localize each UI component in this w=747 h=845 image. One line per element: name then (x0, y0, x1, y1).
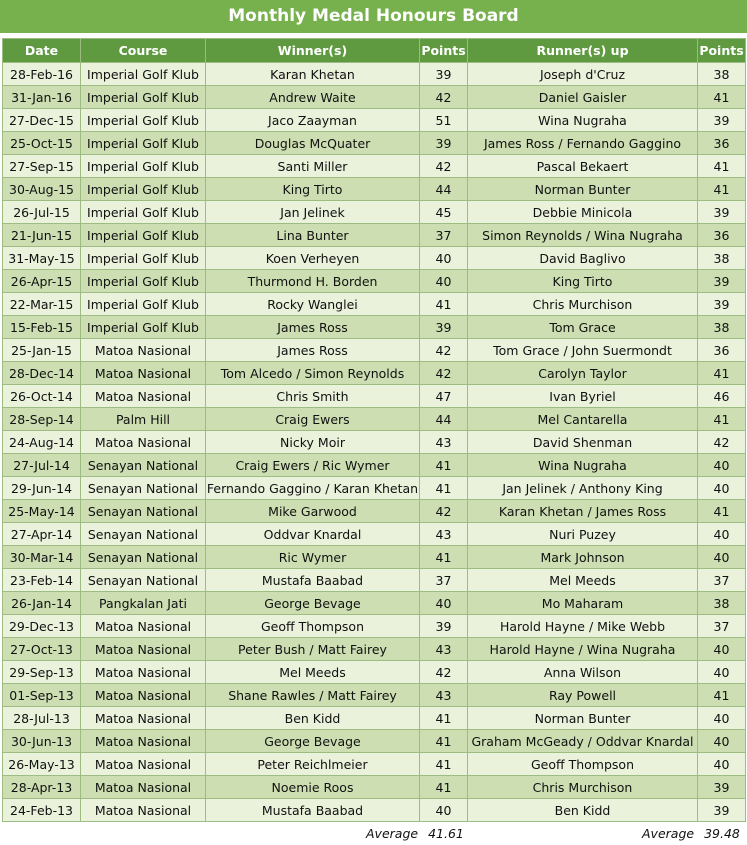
cell-winner: Mel Meeds (206, 661, 420, 684)
cell-winner-points: 47 (420, 385, 468, 408)
table-row (3, 661, 746, 684)
cell-runner-points: 41 (698, 408, 746, 431)
table-row (3, 86, 746, 109)
cell-runner-points: 36 (698, 224, 746, 247)
cell-runner-points: 46 (698, 385, 746, 408)
cell-course: Senayan National (81, 500, 206, 523)
header-date: Date (3, 39, 81, 63)
cell-date: 01-Sep-13 (3, 684, 81, 707)
winner-average-label: Average (366, 826, 419, 841)
cell-winner: James Ross (206, 316, 420, 339)
cell-winner: Tom Alcedo / Simon Reynolds (206, 362, 420, 385)
cell-winner-points: 44 (420, 408, 468, 431)
cell-winner: Chris Smith (206, 385, 420, 408)
cell-winner-points: 37 (420, 569, 468, 592)
cell-winner: Jaco Zaayman (206, 109, 420, 132)
cell-course: Matoa Nasional (81, 730, 206, 753)
cell-winner-points: 41 (420, 707, 468, 730)
cell-runner-points: 39 (698, 293, 746, 316)
cell-date: 30-Mar-14 (3, 546, 81, 569)
cell-winner-points: 42 (420, 500, 468, 523)
cell-date: 27-Oct-13 (3, 638, 81, 661)
cell-runner-points: 36 (698, 132, 746, 155)
header-winner-points: Points (420, 39, 468, 63)
cell-runner-points: 39 (698, 776, 746, 799)
cell-runner-points: 40 (698, 523, 746, 546)
table-row (3, 546, 746, 569)
cell-winner-points: 44 (420, 178, 468, 201)
cell-runner-up: Harold Hayne / Wina Nugraha (468, 638, 698, 661)
cell-winner-points: 41 (420, 293, 468, 316)
cell-winner: Peter Bush / Matt Fairey (206, 638, 420, 661)
cell-winner-points: 43 (420, 638, 468, 661)
cell-runner-points: 37 (698, 615, 746, 638)
table-row (3, 132, 746, 155)
cell-runner-up: Mel Meeds (468, 569, 698, 592)
cell-winner-points: 41 (420, 730, 468, 753)
cell-winner-points: 43 (420, 523, 468, 546)
cell-runner-points: 41 (698, 500, 746, 523)
cell-winner: Noemie Roos (206, 776, 420, 799)
cell-course: Matoa Nasional (81, 339, 206, 362)
cell-course: Matoa Nasional (81, 615, 206, 638)
cell-date: 30-Jun-13 (3, 730, 81, 753)
cell-winner: George Bevage (206, 730, 420, 753)
cell-course: Imperial Golf Klub (81, 155, 206, 178)
table-row (3, 155, 746, 178)
table-row (3, 707, 746, 730)
cell-runner-up: Jan Jelinek / Anthony King (468, 477, 698, 500)
cell-runner-up: Pascal Bekaert (468, 155, 698, 178)
cell-winner-points: 41 (420, 776, 468, 799)
table-row (3, 224, 746, 247)
cell-date: 29-Dec-13 (3, 615, 81, 638)
cell-winner-points: 42 (420, 661, 468, 684)
cell-winner: Douglas McQuater (206, 132, 420, 155)
cell-runner-up: Norman Bunter (468, 707, 698, 730)
table-row (3, 316, 746, 339)
cell-course: Imperial Golf Klub (81, 247, 206, 270)
table-row (3, 109, 746, 132)
cell-date: 26-May-13 (3, 753, 81, 776)
cell-winner: Koen Verheyen (206, 247, 420, 270)
cell-course: Matoa Nasional (81, 684, 206, 707)
table-row (3, 477, 746, 500)
cell-winner: Karan Khetan (206, 63, 420, 86)
cell-date: 26-Jan-14 (3, 592, 81, 615)
cell-winner-points: 42 (420, 339, 468, 362)
cell-runner-up: Tom Grace (468, 316, 698, 339)
cell-runner-points: 38 (698, 592, 746, 615)
cell-winner-points: 42 (420, 155, 468, 178)
cell-runner-points: 39 (698, 270, 746, 293)
cell-date: 28-Sep-14 (3, 408, 81, 431)
cell-date: 28-Dec-14 (3, 362, 81, 385)
cell-winner: Nicky Moir (206, 431, 420, 454)
table-row (3, 270, 746, 293)
table-row (3, 799, 746, 822)
cell-winner-points: 40 (420, 799, 468, 822)
table-row (3, 454, 746, 477)
cell-date: 26-Oct-14 (3, 385, 81, 408)
cell-winner: Thurmond H. Borden (206, 270, 420, 293)
cell-winner-points: 41 (420, 477, 468, 500)
runner-average (642, 826, 740, 841)
table-row (3, 339, 746, 362)
cell-winner-points: 43 (420, 431, 468, 454)
cell-course: Matoa Nasional (81, 753, 206, 776)
cell-course: Matoa Nasional (81, 638, 206, 661)
cell-winner-points: 51 (420, 109, 468, 132)
cell-course: Matoa Nasional (81, 776, 206, 799)
cell-runner-points: 39 (698, 201, 746, 224)
table-row (3, 684, 746, 707)
cell-winner: Ric Wymer (206, 546, 420, 569)
cell-runner-points: 39 (698, 109, 746, 132)
cell-winner: Fernando Gaggino / Karan Khetan (206, 477, 420, 500)
cell-winner: Shane Rawles / Matt Fairey (206, 684, 420, 707)
cell-course: Matoa Nasional (81, 661, 206, 684)
cell-winner-points: 37 (420, 224, 468, 247)
medal-table (2, 38, 746, 822)
cell-winner: Mike Garwood (206, 500, 420, 523)
cell-date: 31-Jan-16 (3, 86, 81, 109)
cell-course: Senayan National (81, 546, 206, 569)
cell-runner-up: Chris Murchison (468, 293, 698, 316)
cell-course: Imperial Golf Klub (81, 178, 206, 201)
cell-course: Imperial Golf Klub (81, 316, 206, 339)
cell-runner-up: David Baglivo (468, 247, 698, 270)
cell-date: 28-Feb-16 (3, 63, 81, 86)
table-row (3, 293, 746, 316)
cell-course: Senayan National (81, 569, 206, 592)
cell-winner-points: 40 (420, 592, 468, 615)
cell-runner-up: Tom Grace / John Suermondt (468, 339, 698, 362)
cell-winner: Oddvar Knardal (206, 523, 420, 546)
cell-runner-up: Nuri Puzey (468, 523, 698, 546)
cell-runner-up: Karan Khetan / James Ross (468, 500, 698, 523)
cell-date: 25-May-14 (3, 500, 81, 523)
cell-winner: Rocky Wanglei (206, 293, 420, 316)
cell-date: 27-Dec-15 (3, 109, 81, 132)
cell-runner-up: King Tirto (468, 270, 698, 293)
cell-runner-up: Debbie Minicola (468, 201, 698, 224)
cell-runner-up: James Ross / Fernando Gaggino (468, 132, 698, 155)
winner-average (366, 826, 464, 841)
cell-winner: Peter Reichlmeier (206, 753, 420, 776)
cell-course: Imperial Golf Klub (81, 201, 206, 224)
cell-runner-up: David Shenman (468, 431, 698, 454)
cell-runner-up: Wina Nugraha (468, 109, 698, 132)
cell-runner-points: 36 (698, 339, 746, 362)
cell-winner: James Ross (206, 339, 420, 362)
cell-runner-points: 41 (698, 86, 746, 109)
cell-course: Matoa Nasional (81, 707, 206, 730)
cell-runner-points: 40 (698, 707, 746, 730)
table-row (3, 63, 746, 86)
cell-winner: Lina Bunter (206, 224, 420, 247)
cell-course: Imperial Golf Klub (81, 63, 206, 86)
table-row (3, 730, 746, 753)
runner-average-value: 39.48 (704, 826, 740, 841)
cell-runner-up: Joseph d'Cruz (468, 63, 698, 86)
cell-course: Pangkalan Jati (81, 592, 206, 615)
cell-winner: Mustafa Baabad (206, 799, 420, 822)
header-row (3, 39, 746, 63)
cell-runner-up: Ben Kidd (468, 799, 698, 822)
cell-runner-points: 39 (698, 799, 746, 822)
cell-date: 27-Apr-14 (3, 523, 81, 546)
table-row (3, 776, 746, 799)
cell-winner-points: 41 (420, 454, 468, 477)
cell-winner-points: 43 (420, 684, 468, 707)
cell-winner-points: 42 (420, 362, 468, 385)
table-row (3, 638, 746, 661)
cell-date: 21-Jun-15 (3, 224, 81, 247)
cell-date: 24-Feb-13 (3, 799, 81, 822)
cell-date: 26-Jul-15 (3, 201, 81, 224)
cell-runner-up: Simon Reynolds / Wina Nugraha (468, 224, 698, 247)
cell-runner-up: Anna Wilson (468, 661, 698, 684)
cell-runner-up: Carolyn Taylor (468, 362, 698, 385)
cell-course: Imperial Golf Klub (81, 109, 206, 132)
cell-date: 27-Jul-14 (3, 454, 81, 477)
cell-runner-points: 40 (698, 454, 746, 477)
cell-runner-points: 38 (698, 247, 746, 270)
table-row (3, 523, 746, 546)
table-row (3, 569, 746, 592)
cell-winner-points: 42 (420, 86, 468, 109)
table-row (3, 201, 746, 224)
cell-winner-points: 39 (420, 63, 468, 86)
cell-runner-points: 41 (698, 362, 746, 385)
cell-course: Imperial Golf Klub (81, 132, 206, 155)
cell-date: 30-Aug-15 (3, 178, 81, 201)
table-row (3, 178, 746, 201)
table-row (3, 362, 746, 385)
cell-course: Senayan National (81, 523, 206, 546)
cell-date: 29-Sep-13 (3, 661, 81, 684)
cell-course: Imperial Golf Klub (81, 293, 206, 316)
cell-runner-up: Ivan Byriel (468, 385, 698, 408)
cell-course: Imperial Golf Klub (81, 270, 206, 293)
cell-date: 22-Mar-15 (3, 293, 81, 316)
cell-course: Senayan National (81, 477, 206, 500)
cell-runner-up: Geoff Thompson (468, 753, 698, 776)
header-winners: Winner(s) (206, 39, 420, 63)
cell-winner-points: 39 (420, 132, 468, 155)
cell-runner-points: 41 (698, 684, 746, 707)
cell-runner-points: 38 (698, 63, 746, 86)
cell-runner-up: Norman Bunter (468, 178, 698, 201)
cell-winner: Craig Ewers (206, 408, 420, 431)
cell-winner: Geoff Thompson (206, 615, 420, 638)
runner-average-label: Average (642, 826, 695, 841)
cell-winner-points: 40 (420, 270, 468, 293)
cell-runner-up: Graham McGeady / Oddvar Knardal (468, 730, 698, 753)
cell-date: 26-Apr-15 (3, 270, 81, 293)
cell-date: 31-May-15 (3, 247, 81, 270)
cell-course: Matoa Nasional (81, 799, 206, 822)
cell-course: Palm Hill (81, 408, 206, 431)
table-row (3, 753, 746, 776)
cell-runner-up: Harold Hayne / Mike Webb (468, 615, 698, 638)
cell-winner: Jan Jelinek (206, 201, 420, 224)
cell-runner-points: 38 (698, 316, 746, 339)
cell-winner-points: 41 (420, 546, 468, 569)
header-runners-up: Runner(s) up (468, 39, 698, 63)
cell-date: 28-Jul-13 (3, 707, 81, 730)
cell-date: 27-Sep-15 (3, 155, 81, 178)
cell-winner-points: 45 (420, 201, 468, 224)
cell-course: Senayan National (81, 454, 206, 477)
cell-runner-up: Daniel Gaisler (468, 86, 698, 109)
table-row (3, 408, 746, 431)
cell-course: Imperial Golf Klub (81, 86, 206, 109)
header-course: Course (81, 39, 206, 63)
cell-course: Imperial Golf Klub (81, 224, 206, 247)
cell-runner-up: Mel Cantarella (468, 408, 698, 431)
cell-runner-points: 41 (698, 178, 746, 201)
cell-runner-up: Mo Maharam (468, 592, 698, 615)
cell-winner: King Tirto (206, 178, 420, 201)
cell-date: 28-Apr-13 (3, 776, 81, 799)
cell-winner: Santi Miller (206, 155, 420, 178)
cell-winner: George Bevage (206, 592, 420, 615)
table-row (3, 247, 746, 270)
cell-runner-up: Chris Murchison (468, 776, 698, 799)
cell-course: Matoa Nasional (81, 385, 206, 408)
table-row (3, 500, 746, 523)
board-title: Monthly Medal Honours Board (0, 0, 747, 33)
cell-winner-points: 40 (420, 247, 468, 270)
cell-runner-points: 40 (698, 730, 746, 753)
cell-date: 15-Feb-15 (3, 316, 81, 339)
table-row (3, 431, 746, 454)
table-row (3, 615, 746, 638)
table-row (3, 385, 746, 408)
cell-runner-points: 40 (698, 753, 746, 776)
cell-winner-points: 41 (420, 753, 468, 776)
cell-runner-points: 42 (698, 431, 746, 454)
winner-average-value: 41.61 (428, 826, 464, 841)
cell-runner-points: 40 (698, 546, 746, 569)
cell-winner: Andrew Waite (206, 86, 420, 109)
cell-winner: Ben Kidd (206, 707, 420, 730)
cell-runner-points: 40 (698, 661, 746, 684)
cell-winner-points: 39 (420, 316, 468, 339)
cell-course: Matoa Nasional (81, 362, 206, 385)
cell-date: 29-Jun-14 (3, 477, 81, 500)
cell-course: Matoa Nasional (81, 431, 206, 454)
cell-winner: Craig Ewers / Ric Wymer (206, 454, 420, 477)
cell-date: 24-Aug-14 (3, 431, 81, 454)
cell-runner-up: Ray Powell (468, 684, 698, 707)
cell-runner-points: 41 (698, 155, 746, 178)
table-body (3, 63, 746, 822)
cell-runner-points: 40 (698, 477, 746, 500)
cell-runner-up: Mark Johnson (468, 546, 698, 569)
table-row (3, 592, 746, 615)
cell-winner: Mustafa Baabad (206, 569, 420, 592)
cell-runner-points: 40 (698, 638, 746, 661)
cell-date: 25-Jan-15 (3, 339, 81, 362)
header-runner-points: Points (698, 39, 746, 63)
cell-date: 25-Oct-15 (3, 132, 81, 155)
cell-winner-points: 39 (420, 615, 468, 638)
cell-runner-points: 37 (698, 569, 746, 592)
cell-runner-up: Wina Nugraha (468, 454, 698, 477)
cell-date: 23-Feb-14 (3, 569, 81, 592)
